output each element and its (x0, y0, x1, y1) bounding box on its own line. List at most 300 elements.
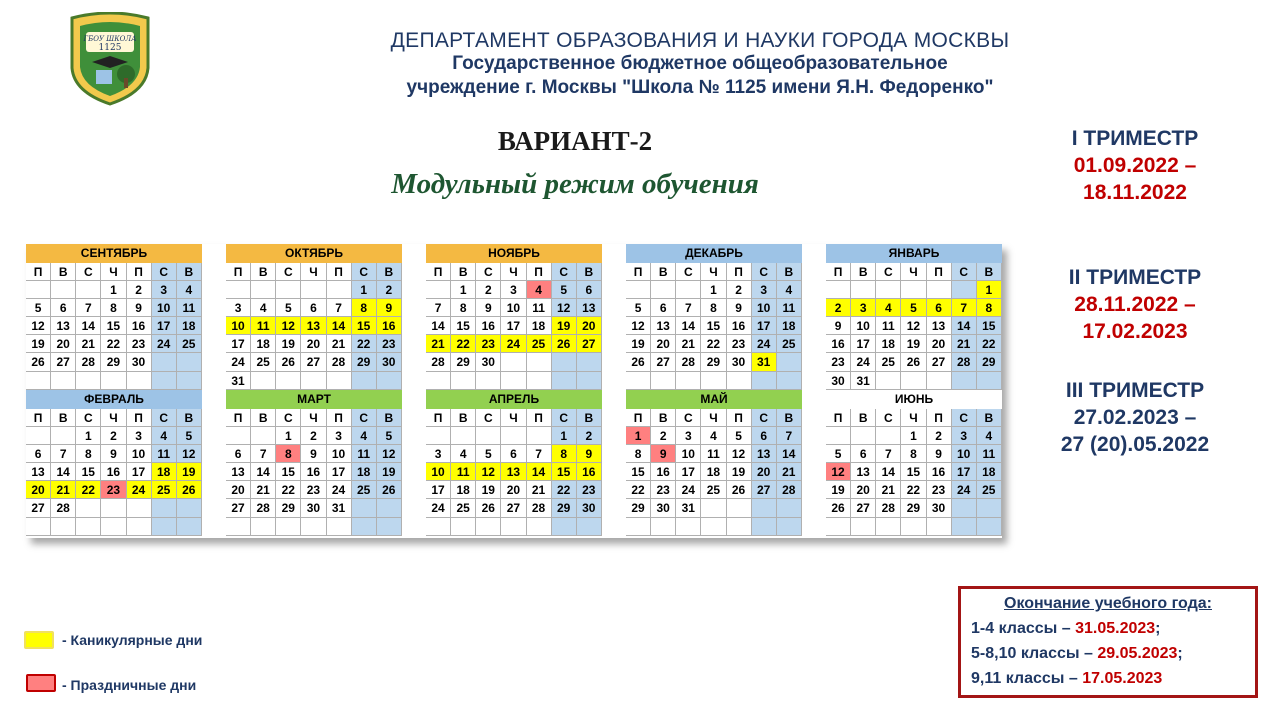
day-cell: 22 (701, 335, 726, 353)
weekday-header: С (552, 409, 577, 427)
day-cell: 7 (876, 445, 901, 463)
empty-cell (676, 518, 701, 536)
day-cell: 3 (851, 299, 876, 317)
trimester-end: 18.11.2022 (1083, 181, 1187, 204)
day-cell: 4 (251, 299, 276, 317)
day-cell: 27 (51, 353, 76, 371)
day-cell: 26 (276, 353, 301, 371)
day-cell: 6 (301, 299, 326, 317)
empty-cell (577, 372, 602, 390)
day-cell: 7 (426, 299, 451, 317)
empty-cell (752, 518, 777, 536)
weekday-header: П (127, 409, 152, 427)
empty-cell (26, 372, 51, 390)
empty-cell (651, 281, 676, 299)
day-cell: 21 (777, 463, 802, 481)
day-cell: 18 (451, 481, 476, 499)
day-cell: 25 (777, 335, 802, 353)
day-cell: 1 (626, 427, 651, 445)
day-cell: 30 (301, 499, 326, 517)
empty-cell (952, 499, 977, 517)
day-cell: 13 (577, 299, 602, 317)
day-cell: 8 (901, 445, 926, 463)
empty-cell (701, 372, 726, 390)
weekday-header: С (952, 409, 977, 427)
month-title: МАЙ (626, 390, 802, 409)
day-cell: 8 (451, 299, 476, 317)
day-cell: 13 (301, 317, 326, 335)
day-cell: 3 (127, 427, 152, 445)
empty-cell (501, 427, 526, 445)
empty-cell (826, 518, 851, 536)
day-cell: 2 (476, 281, 501, 299)
empty-cell (927, 372, 952, 390)
day-cell: 23 (727, 335, 752, 353)
day-cell: 28 (327, 353, 352, 371)
day-cell: 20 (752, 463, 777, 481)
day-cell: 4 (527, 281, 552, 299)
empty-cell (952, 372, 977, 390)
day-cell: 7 (76, 299, 101, 317)
weekday-header: В (177, 263, 202, 281)
empty-cell (76, 281, 101, 299)
day-cell: 26 (552, 335, 577, 353)
empty-cell (552, 372, 577, 390)
day-cell: 16 (927, 463, 952, 481)
day-cell: 1 (552, 427, 577, 445)
day-cell: 31 (226, 372, 251, 390)
weekday-header: С (76, 263, 101, 281)
day-cell: 24 (501, 335, 526, 353)
day-cell: 1 (352, 281, 377, 299)
weekday-header: В (651, 263, 676, 281)
day-cell: 14 (426, 317, 451, 335)
day-cell: 1 (101, 281, 126, 299)
trimester-title: II ТРИМЕСТР (1068, 266, 1202, 289)
trimester-start: 27.02.2023 – (1073, 406, 1197, 429)
month-grid (626, 263, 802, 390)
day-cell: 27 (301, 353, 326, 371)
day-cell: 5 (626, 299, 651, 317)
day-cell: 13 (851, 463, 876, 481)
empty-cell (901, 372, 926, 390)
day-cell: 11 (451, 463, 476, 481)
month-title: ИЮНЬ (826, 390, 1002, 409)
day-cell: 21 (251, 481, 276, 499)
day-cell: 30 (127, 353, 152, 371)
empty-cell (651, 518, 676, 536)
weekday-header: П (426, 263, 451, 281)
day-cell: 21 (527, 481, 552, 499)
weekday-header: Ч (701, 263, 726, 281)
day-cell: 17 (676, 463, 701, 481)
mode-title: Модульный режим обучения (391, 168, 759, 200)
day-cell: 15 (276, 463, 301, 481)
day-cell: 12 (552, 299, 577, 317)
day-cell: 22 (276, 481, 301, 499)
empty-cell (152, 499, 177, 517)
day-cell: 19 (26, 335, 51, 353)
empty-cell (851, 518, 876, 536)
weekday-header: С (152, 409, 177, 427)
day-cell: 22 (101, 335, 126, 353)
empty-cell (451, 372, 476, 390)
day-cell: 14 (51, 463, 76, 481)
weekday-header: Ч (301, 263, 326, 281)
day-cell: 10 (752, 299, 777, 317)
empty-cell (476, 518, 501, 536)
day-cell: 10 (952, 445, 977, 463)
day-cell: 23 (301, 481, 326, 499)
weekday-header: П (26, 263, 51, 281)
empty-cell (152, 353, 177, 371)
day-cell: 6 (851, 445, 876, 463)
weekday-header: В (451, 409, 476, 427)
month-title: НОЯБРЬ (426, 244, 602, 263)
school-calendar (26, 244, 1002, 538)
weekday-header: С (352, 409, 377, 427)
day-cell: 2 (826, 299, 851, 317)
day-cell: 23 (826, 353, 851, 371)
weekday-header: С (676, 409, 701, 427)
weekday-header: В (377, 409, 402, 427)
day-cell: 1 (276, 427, 301, 445)
day-cell: 5 (377, 427, 402, 445)
empty-cell (527, 427, 552, 445)
day-cell: 14 (676, 317, 701, 335)
empty-cell (327, 281, 352, 299)
empty-cell (651, 372, 676, 390)
day-cell: 6 (501, 445, 526, 463)
day-cell: 26 (377, 481, 402, 499)
weekday-header: В (977, 409, 1002, 427)
day-cell: 28 (777, 481, 802, 499)
day-cell: 8 (276, 445, 301, 463)
empty-cell (451, 518, 476, 536)
day-cell: 18 (701, 463, 726, 481)
day-cell: 18 (251, 335, 276, 353)
day-cell: 12 (177, 445, 202, 463)
day-cell: 16 (476, 317, 501, 335)
trimester-start: 28.11.2022 – (1074, 293, 1196, 316)
empty-cell (127, 499, 152, 517)
day-cell: 29 (626, 499, 651, 517)
day-cell: 16 (651, 463, 676, 481)
empty-cell (26, 518, 51, 536)
empty-cell (577, 353, 602, 371)
day-cell: 22 (626, 481, 651, 499)
day-cell: 19 (727, 463, 752, 481)
end-row-3: 9,11 классы – 17.05.2023 (971, 670, 1163, 687)
end-row-1: 1-4 классы – 31.05.2023; (971, 620, 1161, 637)
day-cell: 30 (826, 372, 851, 390)
day-cell: 23 (651, 481, 676, 499)
day-cell: 5 (476, 445, 501, 463)
month-title: АПРЕЛЬ (426, 390, 602, 409)
day-cell: 20 (226, 481, 251, 499)
day-cell: 9 (301, 445, 326, 463)
day-cell: 26 (626, 353, 651, 371)
weekday-header: П (626, 409, 651, 427)
empty-cell (752, 372, 777, 390)
day-cell: 4 (876, 299, 901, 317)
empty-cell (501, 518, 526, 536)
day-cell: 22 (76, 481, 101, 499)
weekday-header: Ч (501, 409, 526, 427)
empty-cell (327, 518, 352, 536)
day-cell: 3 (501, 281, 526, 299)
day-cell: 6 (927, 299, 952, 317)
day-cell: 10 (501, 299, 526, 317)
weekday-header: П (527, 409, 552, 427)
day-cell: 14 (527, 463, 552, 481)
empty-cell (26, 281, 51, 299)
day-cell: 4 (152, 427, 177, 445)
day-cell: 29 (901, 499, 926, 517)
weekday-header: П (26, 409, 51, 427)
day-cell: 24 (152, 335, 177, 353)
day-cell: 31 (752, 353, 777, 371)
day-cell: 10 (226, 317, 251, 335)
day-cell: 30 (651, 499, 676, 517)
festive-legend: - Праздничные дни (62, 677, 197, 693)
weekday-header: С (876, 409, 901, 427)
day-cell: 29 (352, 353, 377, 371)
variant-title: ВАРИАНТ-2 (497, 126, 653, 156)
month-grid (626, 409, 802, 536)
weekday-header: П (626, 263, 651, 281)
empty-cell (777, 353, 802, 371)
empty-cell (377, 372, 402, 390)
day-cell: 29 (552, 499, 577, 517)
empty-cell (377, 499, 402, 517)
holiday-swatch (24, 631, 54, 649)
day-cell: 30 (377, 353, 402, 371)
weekday-header: В (977, 263, 1002, 281)
weekday-header: Ч (701, 409, 726, 427)
weekday-header: Ч (301, 409, 326, 427)
day-cell: 15 (701, 317, 726, 335)
month-8 (426, 390, 602, 536)
trimester-end: 27 (20).05.2022 (1060, 433, 1210, 456)
day-cell: 23 (101, 481, 126, 499)
day-cell: 16 (301, 463, 326, 481)
day-cell: 7 (51, 445, 76, 463)
day-cell: 15 (977, 317, 1002, 335)
day-cell: 21 (876, 481, 901, 499)
day-cell: 7 (952, 299, 977, 317)
empty-cell (177, 499, 202, 517)
day-cell: 7 (676, 299, 701, 317)
day-cell: 6 (51, 299, 76, 317)
month-7 (226, 390, 402, 536)
day-cell: 20 (51, 335, 76, 353)
weekday-header: С (276, 263, 301, 281)
empty-cell (701, 499, 726, 517)
day-cell: 26 (901, 353, 926, 371)
day-cell: 30 (577, 499, 602, 517)
weekday-header: В (377, 263, 402, 281)
day-cell: 10 (676, 445, 701, 463)
day-cell: 22 (552, 481, 577, 499)
weekday-header: П (727, 263, 752, 281)
day-cell: 15 (101, 317, 126, 335)
day-cell: 11 (701, 445, 726, 463)
day-cell: 4 (451, 445, 476, 463)
weekday-header: В (577, 409, 602, 427)
day-cell: 4 (977, 427, 1002, 445)
weekday-header: С (476, 263, 501, 281)
month-title: ФЕВРАЛЬ (26, 390, 202, 409)
day-cell: 23 (377, 335, 402, 353)
day-cell: 24 (226, 353, 251, 371)
day-cell: 27 (927, 353, 952, 371)
month-grid (826, 409, 1002, 536)
day-cell: 3 (426, 445, 451, 463)
day-cell: 5 (26, 299, 51, 317)
empty-cell (501, 372, 526, 390)
empty-cell (876, 281, 901, 299)
empty-cell (727, 372, 752, 390)
day-cell: 10 (851, 317, 876, 335)
day-cell: 12 (476, 463, 501, 481)
day-cell: 21 (76, 335, 101, 353)
day-cell: 26 (826, 499, 851, 517)
empty-cell (552, 353, 577, 371)
day-cell: 30 (727, 353, 752, 371)
day-cell: 15 (552, 463, 577, 481)
empty-cell (76, 499, 101, 517)
day-cell: 26 (727, 481, 752, 499)
empty-cell (527, 372, 552, 390)
day-cell: 29 (451, 353, 476, 371)
day-cell: 19 (552, 317, 577, 335)
day-cell: 15 (76, 463, 101, 481)
empty-cell (51, 281, 76, 299)
weekday-header: П (226, 409, 251, 427)
empty-cell (701, 518, 726, 536)
day-cell: 18 (177, 317, 202, 335)
empty-cell (977, 499, 1002, 517)
empty-cell (177, 372, 202, 390)
day-cell: 2 (651, 427, 676, 445)
weekday-header: П (327, 263, 352, 281)
day-cell: 14 (327, 317, 352, 335)
day-cell: 9 (577, 445, 602, 463)
empty-cell (127, 518, 152, 536)
weekday-header: С (952, 263, 977, 281)
day-cell: 11 (527, 299, 552, 317)
empty-cell (51, 518, 76, 536)
day-cell: 3 (952, 427, 977, 445)
month-grid (426, 409, 602, 536)
day-cell: 4 (352, 427, 377, 445)
day-cell: 28 (51, 499, 76, 517)
day-cell: 28 (251, 499, 276, 517)
day-cell: 5 (552, 281, 577, 299)
day-cell: 2 (101, 427, 126, 445)
weekday-header: П (727, 409, 752, 427)
day-cell: 19 (476, 481, 501, 499)
day-cell: 10 (152, 299, 177, 317)
day-cell: 3 (152, 281, 177, 299)
day-cell: 2 (127, 281, 152, 299)
day-cell: 4 (177, 281, 202, 299)
empty-cell (226, 281, 251, 299)
day-cell: 6 (577, 281, 602, 299)
empty-cell (527, 518, 552, 536)
weekday-header: В (251, 263, 276, 281)
empty-cell (876, 518, 901, 536)
day-cell: 29 (701, 353, 726, 371)
empty-cell (226, 518, 251, 536)
day-cell: 27 (752, 481, 777, 499)
empty-cell (51, 372, 76, 390)
empty-cell (826, 281, 851, 299)
day-cell: 11 (251, 317, 276, 335)
day-cell: 7 (251, 445, 276, 463)
empty-cell (352, 518, 377, 536)
day-cell: 15 (352, 317, 377, 335)
day-cell: 11 (876, 317, 901, 335)
empty-cell (927, 518, 952, 536)
empty-cell (901, 281, 926, 299)
end-row-2: 5-8,10 классы – 29.05.2023; (971, 645, 1183, 662)
day-cell: 8 (552, 445, 577, 463)
weekday-header: Ч (901, 263, 926, 281)
empty-cell (952, 518, 977, 536)
day-cell: 22 (451, 335, 476, 353)
day-cell: 23 (927, 481, 952, 499)
day-cell: 12 (26, 317, 51, 335)
day-cell: 19 (626, 335, 651, 353)
empty-cell (352, 499, 377, 517)
day-cell: 6 (226, 445, 251, 463)
empty-cell (76, 372, 101, 390)
day-cell: 27 (577, 335, 602, 353)
day-cell: 21 (51, 481, 76, 499)
day-cell: 9 (476, 299, 501, 317)
day-cell: 26 (177, 481, 202, 499)
weekday-header: П (426, 409, 451, 427)
trimester-end: 17.02.2023 (1082, 320, 1188, 343)
empty-cell (127, 372, 152, 390)
empty-cell (777, 499, 802, 517)
day-cell: 6 (26, 445, 51, 463)
day-cell: 18 (777, 317, 802, 335)
empty-cell (301, 281, 326, 299)
day-cell: 28 (527, 499, 552, 517)
day-cell: 8 (977, 299, 1002, 317)
month-title: ДЕКАБРЬ (626, 244, 802, 263)
day-cell: 6 (651, 299, 676, 317)
day-cell: 12 (626, 317, 651, 335)
weekday-header: С (752, 409, 777, 427)
day-cell: 5 (727, 427, 752, 445)
empty-cell (426, 372, 451, 390)
month-grid (26, 409, 202, 536)
weekday-header: П (927, 409, 952, 427)
day-cell: 1 (901, 427, 926, 445)
day-cell: 12 (901, 317, 926, 335)
end-of-year-title: Окончание учебного года: (1004, 595, 1212, 612)
day-cell: 18 (977, 463, 1002, 481)
day-cell: 29 (101, 353, 126, 371)
empty-cell (177, 353, 202, 371)
day-cell: 12 (276, 317, 301, 335)
month-4 (626, 244, 802, 390)
trimester-start: 01.09.2022 – (1073, 154, 1197, 177)
